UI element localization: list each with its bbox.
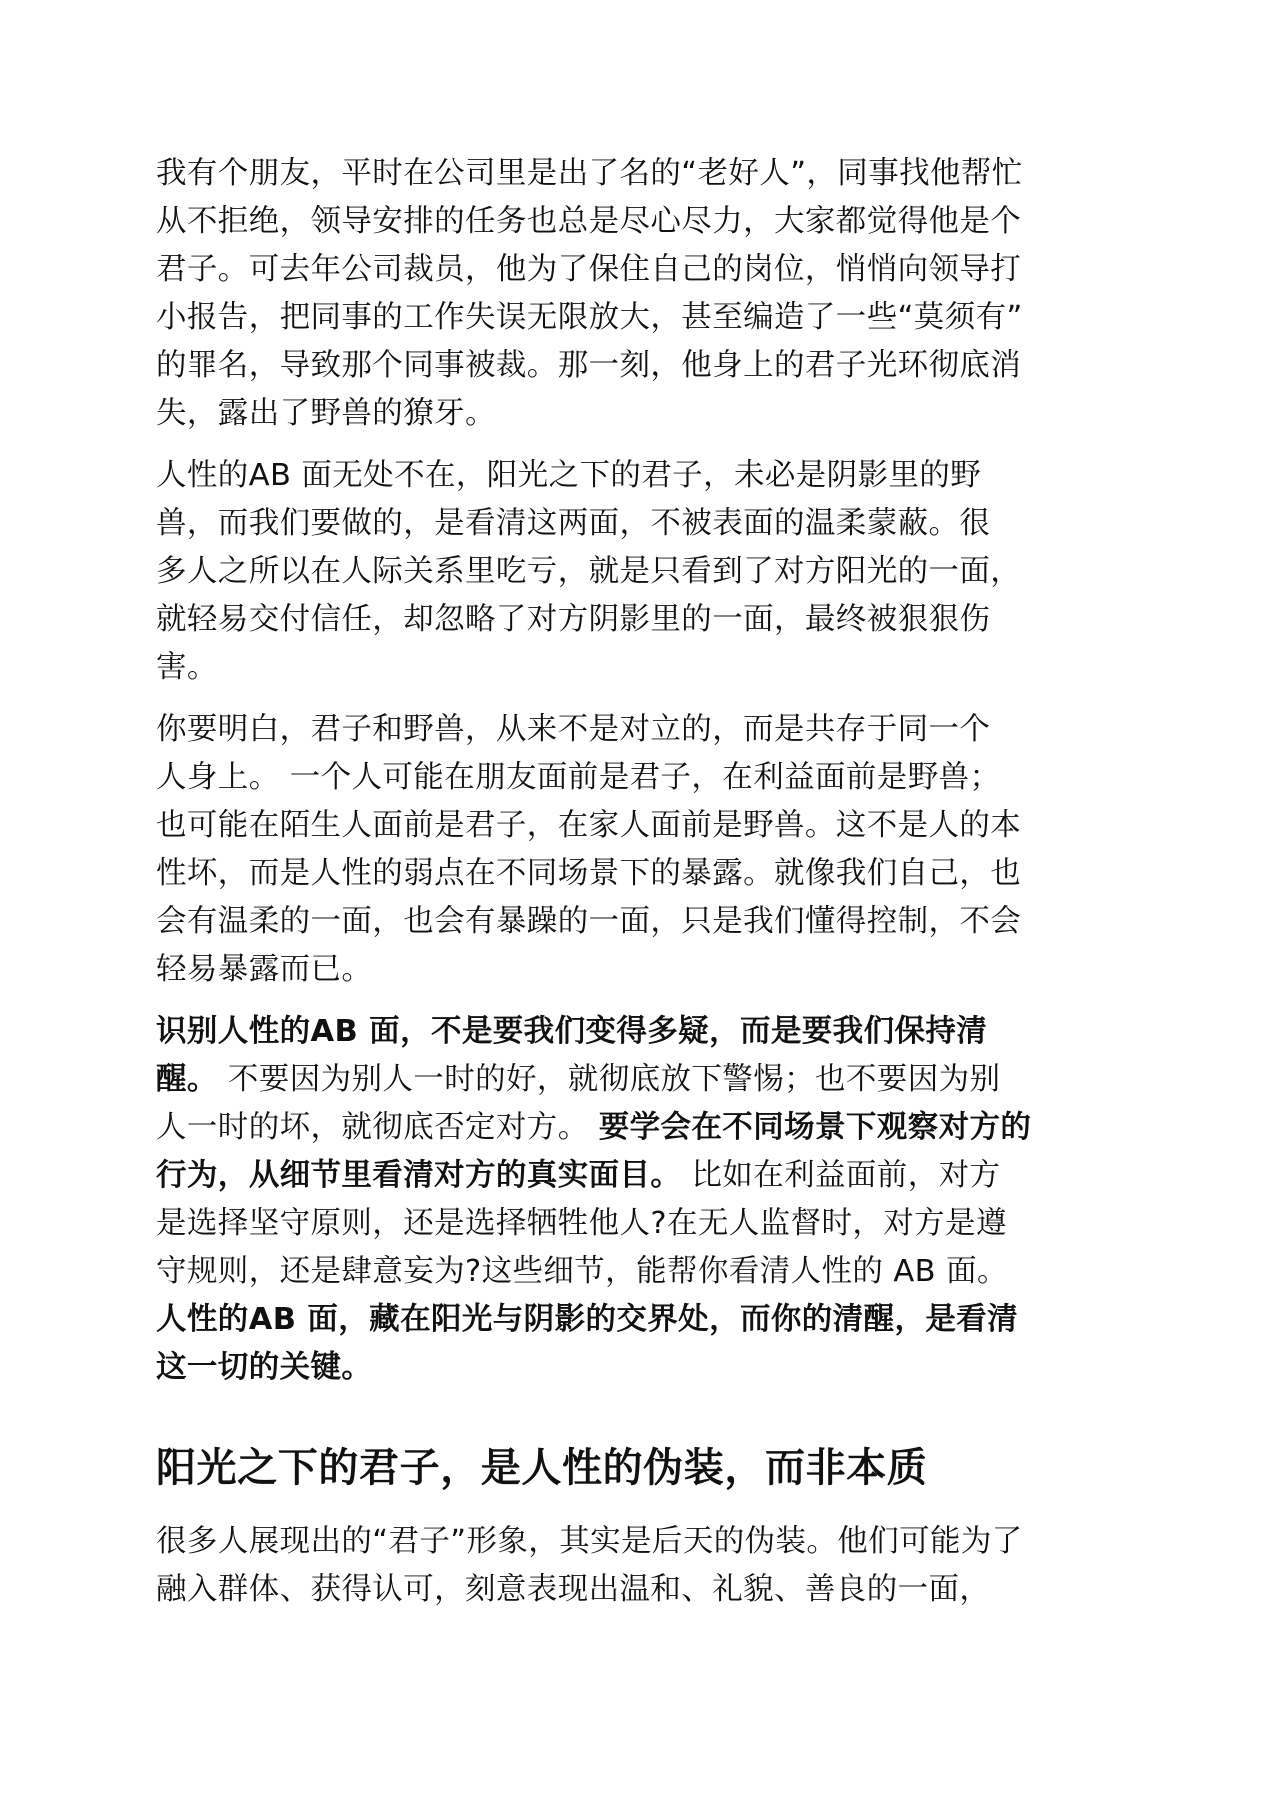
text-line: 守规则，还是肆意妄为?这些细节，能帮你看清人性的 AB 面。 bbox=[156, 1254, 1008, 1289]
text-line: 就轻易交付信任，却忽略了对方阴影里的一面，最终被狠狠伤 bbox=[156, 602, 991, 637]
text-line bbox=[156, 1344, 1116, 1392]
text-line: 性坏，而是人性的弱点在不同场景下的暴露。就像我们自己，也 bbox=[156, 856, 1022, 891]
section-heading: 阳光之下的君子，是人性的伪装，而非本质 bbox=[156, 1445, 928, 1491]
text-line bbox=[156, 1152, 1116, 1200]
bold-text: 人性的AB 面，藏在阳光与阴影的交界处，而你的清醒，是看清 bbox=[156, 1302, 1019, 1337]
bold-text: 行为，从细节里看清对方的真实面目。 bbox=[156, 1158, 682, 1193]
bold-text: 识别人性的AB 面，不是要我们变得多疑，而是要我们保持清 bbox=[156, 1014, 988, 1049]
text-line: 会有温柔的一面，也会有暴躁的一面，只是我们懂得控制，不会 bbox=[156, 904, 1022, 939]
text-line: 人性的AB 面无处不在，阳光之下的君子，未必是阴影里的野 bbox=[156, 458, 982, 493]
text-line: 兽，而我们要做的，是看清这两面，不被表面的温柔蒙蔽。很 bbox=[156, 506, 991, 541]
text-line bbox=[156, 1008, 1116, 1056]
text-line: 小报告，把同事的工作失误无限放大，甚至编造了一些“莫须有” bbox=[156, 300, 1023, 335]
normal-text: 比如在利益面前，对方 bbox=[681, 1158, 1001, 1193]
text-line bbox=[156, 1296, 1116, 1344]
paragraph-1 bbox=[156, 150, 1116, 438]
paragraph-4 bbox=[156, 1008, 1116, 1392]
paragraph-2 bbox=[156, 452, 1116, 692]
text-line: 融入群体、获得认可，刻意表现出温和、礼貌、善良的一面， bbox=[156, 1572, 991, 1607]
text-line bbox=[156, 1104, 1116, 1152]
normal-text: 人一时的坏，就彻底否定对方。 bbox=[156, 1110, 599, 1145]
text-line: 的罪名，导致那个同事被裁。那一刻，他身上的君子光环彻底消 bbox=[156, 348, 1022, 383]
text-line: 是选择坚守原则，还是选择牺牲他人?在无人监督时，对方是遵 bbox=[156, 1206, 1007, 1241]
document-page bbox=[156, 150, 1116, 1614]
normal-text: 不要因为别人一时的好，就彻底放下警惕；也不要因为别 bbox=[217, 1062, 1001, 1097]
text-line: 轻易暴露而已。 bbox=[156, 952, 373, 987]
text-line: 失，露出了野兽的獠牙。 bbox=[156, 396, 496, 431]
text-line: 我有个朋友，平时在公司里是出了名的“老好人”，同事找他帮忙 bbox=[156, 156, 1023, 191]
bold-text: 醒。 bbox=[156, 1062, 218, 1097]
text-line: 人身上。 一个人可能在朋友面前是君子，在利益面前是野兽； bbox=[156, 760, 1001, 795]
text-line: 害。 bbox=[156, 650, 218, 685]
text-line: 君子。可去年公司裁员，他为了保住自己的岗位，悄悄向领导打 bbox=[156, 252, 1022, 287]
text-line: 多人之所以在人际关系里吃亏，就是只看到了对方阳光的一面， bbox=[156, 554, 1022, 589]
text-line: 很多人展现出的“君子”形象，其实是后天的伪装。他们可能为了 bbox=[156, 1524, 1023, 1559]
text-line: 从不拒绝，领导安排的任务也总是尽心尽力，大家都觉得他是个 bbox=[156, 204, 1022, 239]
paragraph-5 bbox=[156, 1518, 1116, 1614]
paragraph-3 bbox=[156, 706, 1116, 994]
text-line: 也可能在陌生人面前是君子，在家人面前是野兽。这不是人的本 bbox=[156, 808, 1022, 843]
bold-text: 这一切的关键。 bbox=[156, 1350, 373, 1385]
text-line: 你要明白，君子和野兽，从来不是对立的，而是共存于同一个 bbox=[156, 712, 991, 747]
bold-text: 要学会在不同场景下观察对方的 bbox=[598, 1110, 1032, 1145]
text-line bbox=[156, 1056, 1116, 1104]
